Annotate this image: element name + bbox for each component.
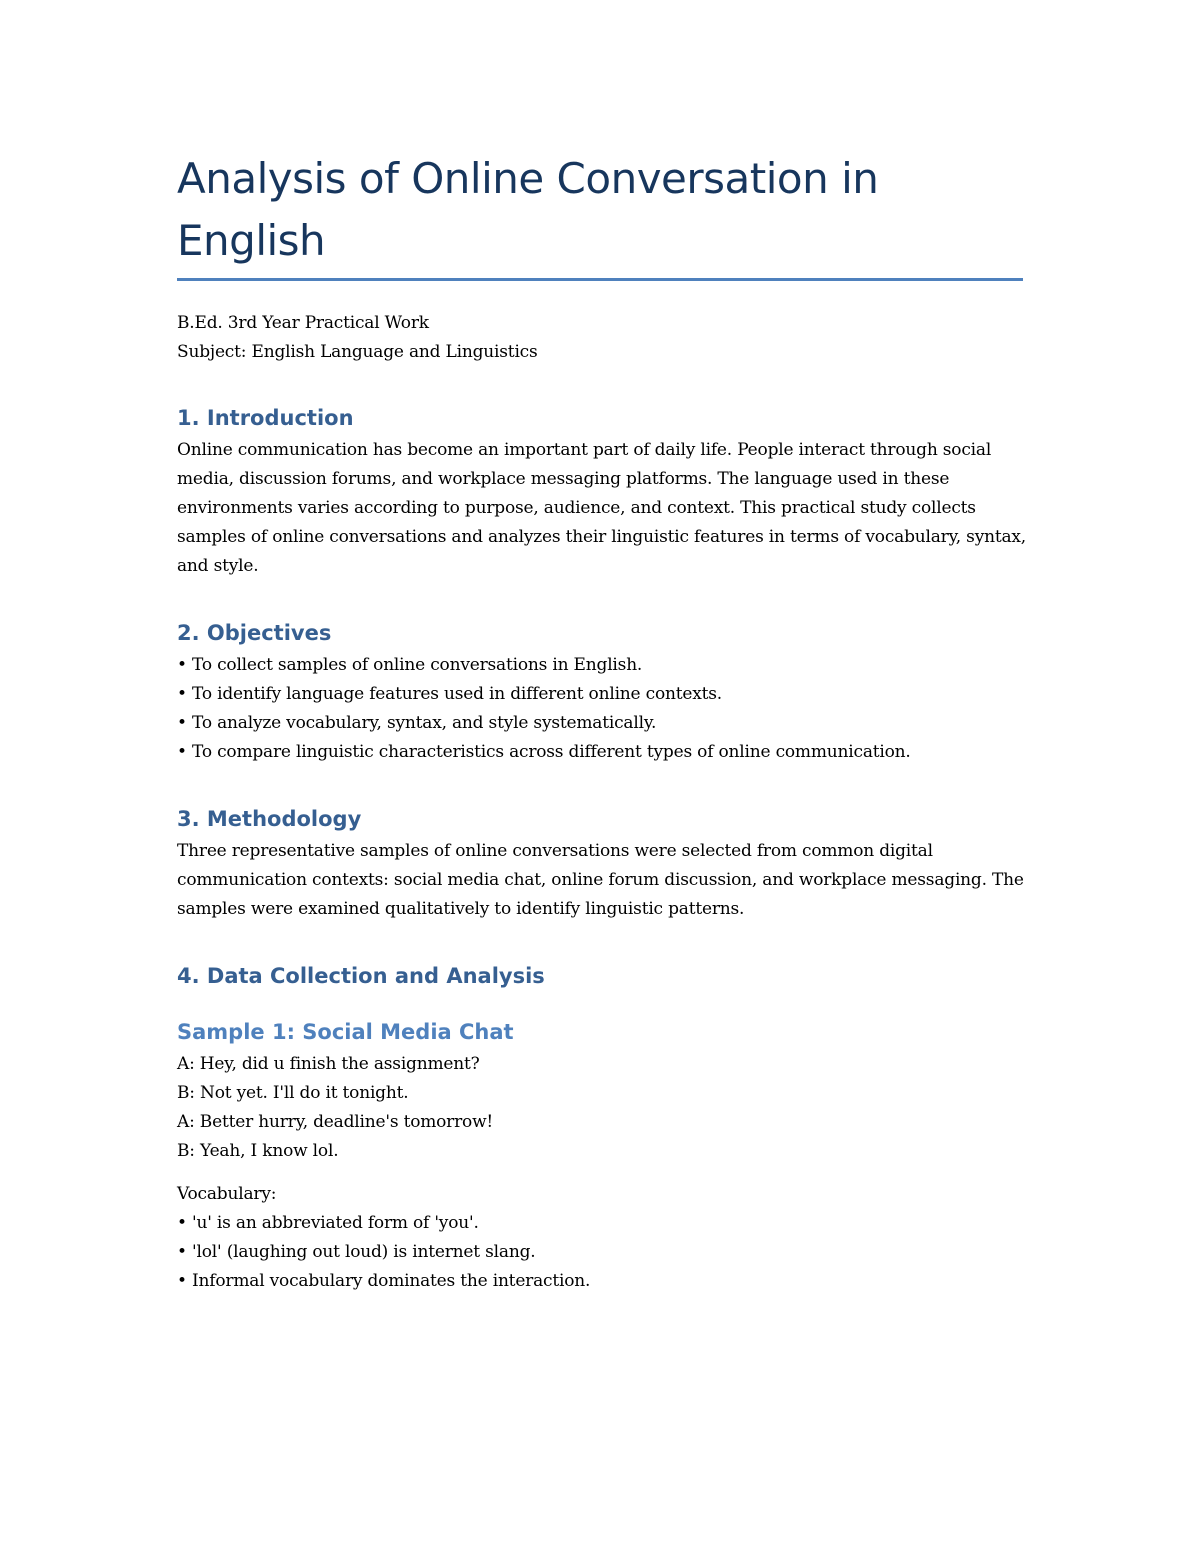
document-meta bbox=[177, 309, 1027, 367]
title-underline bbox=[177, 278, 1023, 281]
section-heading: 3. Methodology bbox=[177, 807, 362, 831]
list-item: • To identify language features used in different online contexts. bbox=[177, 684, 722, 704]
objectives-list bbox=[177, 651, 1027, 767]
section-introduction bbox=[177, 403, 1027, 581]
chat-line: A: Hey, did u finish the assignment? bbox=[177, 1054, 480, 1074]
section-data-analysis bbox=[177, 961, 1027, 1296]
list-item: • Informal vocabulary dominates the interaction. bbox=[177, 1271, 591, 1291]
section-heading: 4. Data Collection and Analysis bbox=[177, 964, 545, 988]
chat-line: B: Not yet. I'll do it tonight. bbox=[177, 1083, 409, 1103]
section-body: Online communication has become an important part of daily life. People interact through social media, discussion forums, and workplace messaging platforms. The language used in these environments varies according to purpose, audience, and context. This practical study collects samples of online conversations and analyzes their linguistic features in terms of vocabulary, syntax, and style. bbox=[177, 440, 1026, 576]
list-item: • To collect samples of online conversations in English. bbox=[177, 655, 643, 675]
vocabulary-label: Vocabulary: bbox=[177, 1184, 277, 1204]
list-item: • To compare linguistic characteristics across different types of online communication. bbox=[177, 742, 911, 762]
vocabulary-notes bbox=[177, 1180, 1027, 1296]
chat-line: B: Yeah, I know lol. bbox=[177, 1141, 339, 1161]
sample-social-media-chat bbox=[177, 1017, 1027, 1296]
document-title: Analysis of Online Conversation in English bbox=[177, 154, 879, 265]
section-heading: 1. Introduction bbox=[177, 406, 354, 430]
section-objectives bbox=[177, 618, 1027, 767]
chat-transcript bbox=[177, 1050, 1027, 1166]
document-page bbox=[177, 148, 1027, 1296]
section-heading: 2. Objectives bbox=[177, 621, 332, 645]
meta-subject: Subject: English Language and Linguistics bbox=[177, 342, 538, 362]
list-item: • 'lol' (laughing out loud) is internet slang. bbox=[177, 1242, 536, 1262]
list-item: • To analyze vocabulary, syntax, and style systematically. bbox=[177, 713, 657, 733]
section-methodology bbox=[177, 804, 1027, 924]
list-item: • 'u' is an abbreviated form of 'you'. bbox=[177, 1213, 479, 1233]
meta-course: B.Ed. 3rd Year Practical Work bbox=[177, 313, 429, 333]
section-body: Three representative samples of online conversations were selected from common digital communication contexts: social media chat, online forum discussion, and workplace messaging. The samples were examined qualitatively to identify linguistic patterns. bbox=[177, 841, 1024, 919]
sample-heading: Sample 1: Social Media Chat bbox=[177, 1020, 514, 1044]
chat-line: A: Better hurry, deadline's tomorrow! bbox=[177, 1112, 494, 1132]
